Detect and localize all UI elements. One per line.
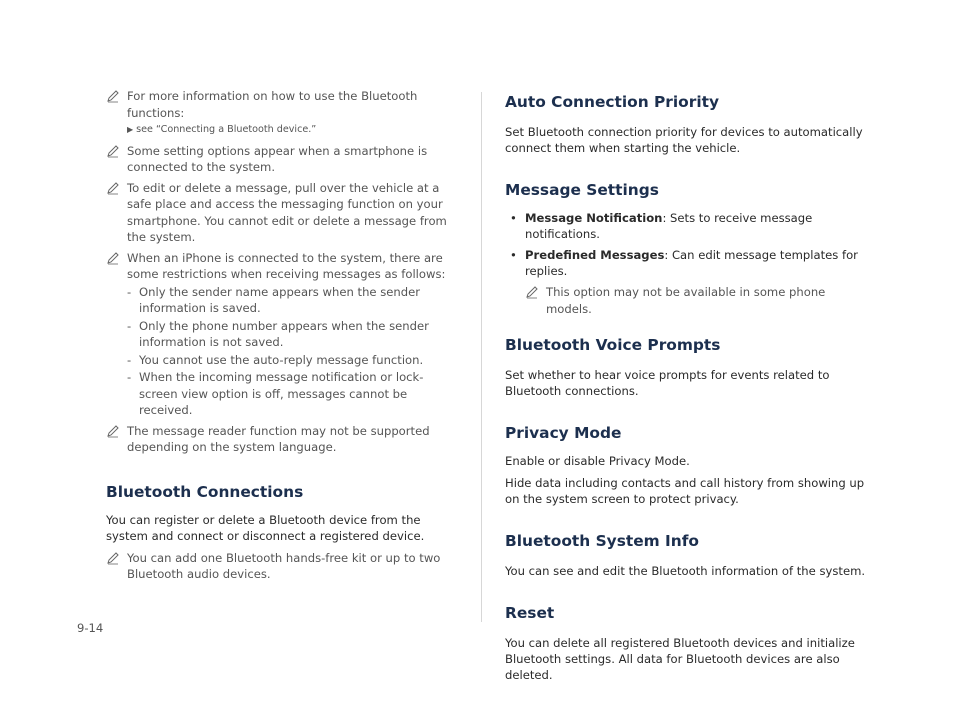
dash-icon: - — [127, 370, 132, 384]
bullet-term: Message Notification — [525, 211, 663, 225]
privacy-mode-body-2: Hide data including contacts and call history from showing up on the system screen to protect privacy. — [505, 476, 865, 506]
bullet-desc: : Can edit message templates for replies. — [525, 248, 858, 278]
list-item — [505, 210, 867, 242]
left-column — [106, 88, 458, 587]
note-pencil-icon — [106, 551, 120, 565]
note-pencil-icon — [106, 144, 120, 158]
note-edit-message — [106, 180, 458, 246]
list-item — [127, 352, 458, 369]
list-item-text: Only the phone number appears when the sender information is not saved. — [139, 318, 429, 349]
note-text: This option may not be available in some phone models. — [546, 285, 826, 316]
note-pencil-icon — [106, 89, 120, 103]
note-text: Some setting options appear when a smartphone is connected to the system. — [127, 143, 428, 174]
dash-icon: - — [127, 318, 132, 333]
privacy-mode-body-1: Enable or disable Privacy Mode. — [505, 454, 690, 468]
system-info-body: You can see and edit the Bluetooth information of the system. — [505, 564, 866, 578]
bullet-term: Predefined Messages — [525, 248, 665, 262]
heading-bluetooth-voice-prompts: Bluetooth Voice Prompts — [505, 336, 721, 354]
note-text: The message reader function may not be supported depending on the system language. — [127, 423, 430, 454]
heading-message-settings: Message Settings — [505, 181, 659, 199]
note-pencil-icon — [106, 424, 120, 438]
note-bluetooth-info — [106, 88, 458, 139]
note-message-reader — [106, 423, 458, 456]
dash-icon: - — [127, 352, 132, 367]
list-item — [127, 369, 458, 419]
note-pencil-icon — [106, 251, 120, 265]
voice-prompts-body: Set whether to hear voice prompts for events related to Bluetooth connections. — [505, 368, 830, 398]
heading-privacy-mode: Privacy Mode — [505, 424, 622, 442]
note-pencil-icon — [525, 285, 539, 299]
note-text: When an iPhone is connected to the system, there are some restrictions when receiving messages as follows: — [127, 250, 446, 281]
dash-icon: - — [127, 284, 132, 299]
bullet-desc: : Sets to receive message notifications. — [525, 211, 813, 241]
heading-bluetooth-connections: Bluetooth Connections — [106, 482, 304, 501]
bullet-icon: • — [510, 211, 517, 225]
list-item-text: When the incoming message notification or lock-screen view option is off, messages cannot be received. — [139, 370, 424, 417]
triangle-right-icon: ▶ — [127, 125, 134, 134]
note-hands-free — [106, 550, 458, 583]
reference-text: see “Connecting a Bluetooth device.” — [136, 124, 317, 135]
note-pencil-icon — [106, 181, 120, 195]
list-item-text: Only the sender name appears when the sender information is saved. — [139, 284, 421, 315]
note-setting-options — [106, 143, 458, 176]
see-reference — [127, 122, 458, 139]
heading-auto-connection-priority: Auto Connection Priority — [505, 93, 719, 111]
note-phone-models — [525, 284, 867, 317]
bullet-icon: • — [510, 248, 517, 262]
column-divider — [481, 92, 482, 622]
message-settings-list — [505, 210, 867, 279]
note-text: To edit or delete a message, pull over the vehicle at a safe place and access the messaging function on your smartphone. You cannot edit or delete a message from the system. — [127, 180, 447, 244]
note-text: For more information on how to use the Bluetooth functions: — [127, 89, 418, 120]
right-column — [505, 88, 867, 683]
bluetooth-connections-body: You can register or delete a Bluetooth device from the system and connect or disconnect a registered device. — [106, 512, 425, 543]
note-text: You can add one Bluetooth hands-free kit or up to two Bluetooth audio devices. — [127, 550, 441, 581]
reset-body: You can delete all registered Bluetooth devices and initialize Bluetooth settings. All data for Bluetooth devices are also deleted. — [505, 636, 855, 682]
list-item — [127, 284, 458, 317]
restriction-list — [127, 284, 458, 419]
page-number: 9-14 — [77, 621, 104, 635]
heading-reset: Reset — [505, 604, 555, 622]
note-iphone-restrictions — [106, 250, 458, 419]
list-item-text: You cannot use the auto-reply message function. — [139, 352, 424, 367]
auto-connection-body: Set Bluetooth connection priority for devices to automatically connect them when starting the vehicle. — [505, 125, 863, 155]
list-item — [127, 318, 458, 351]
list-item — [505, 247, 867, 279]
heading-bluetooth-system-info: Bluetooth System Info — [505, 532, 699, 550]
